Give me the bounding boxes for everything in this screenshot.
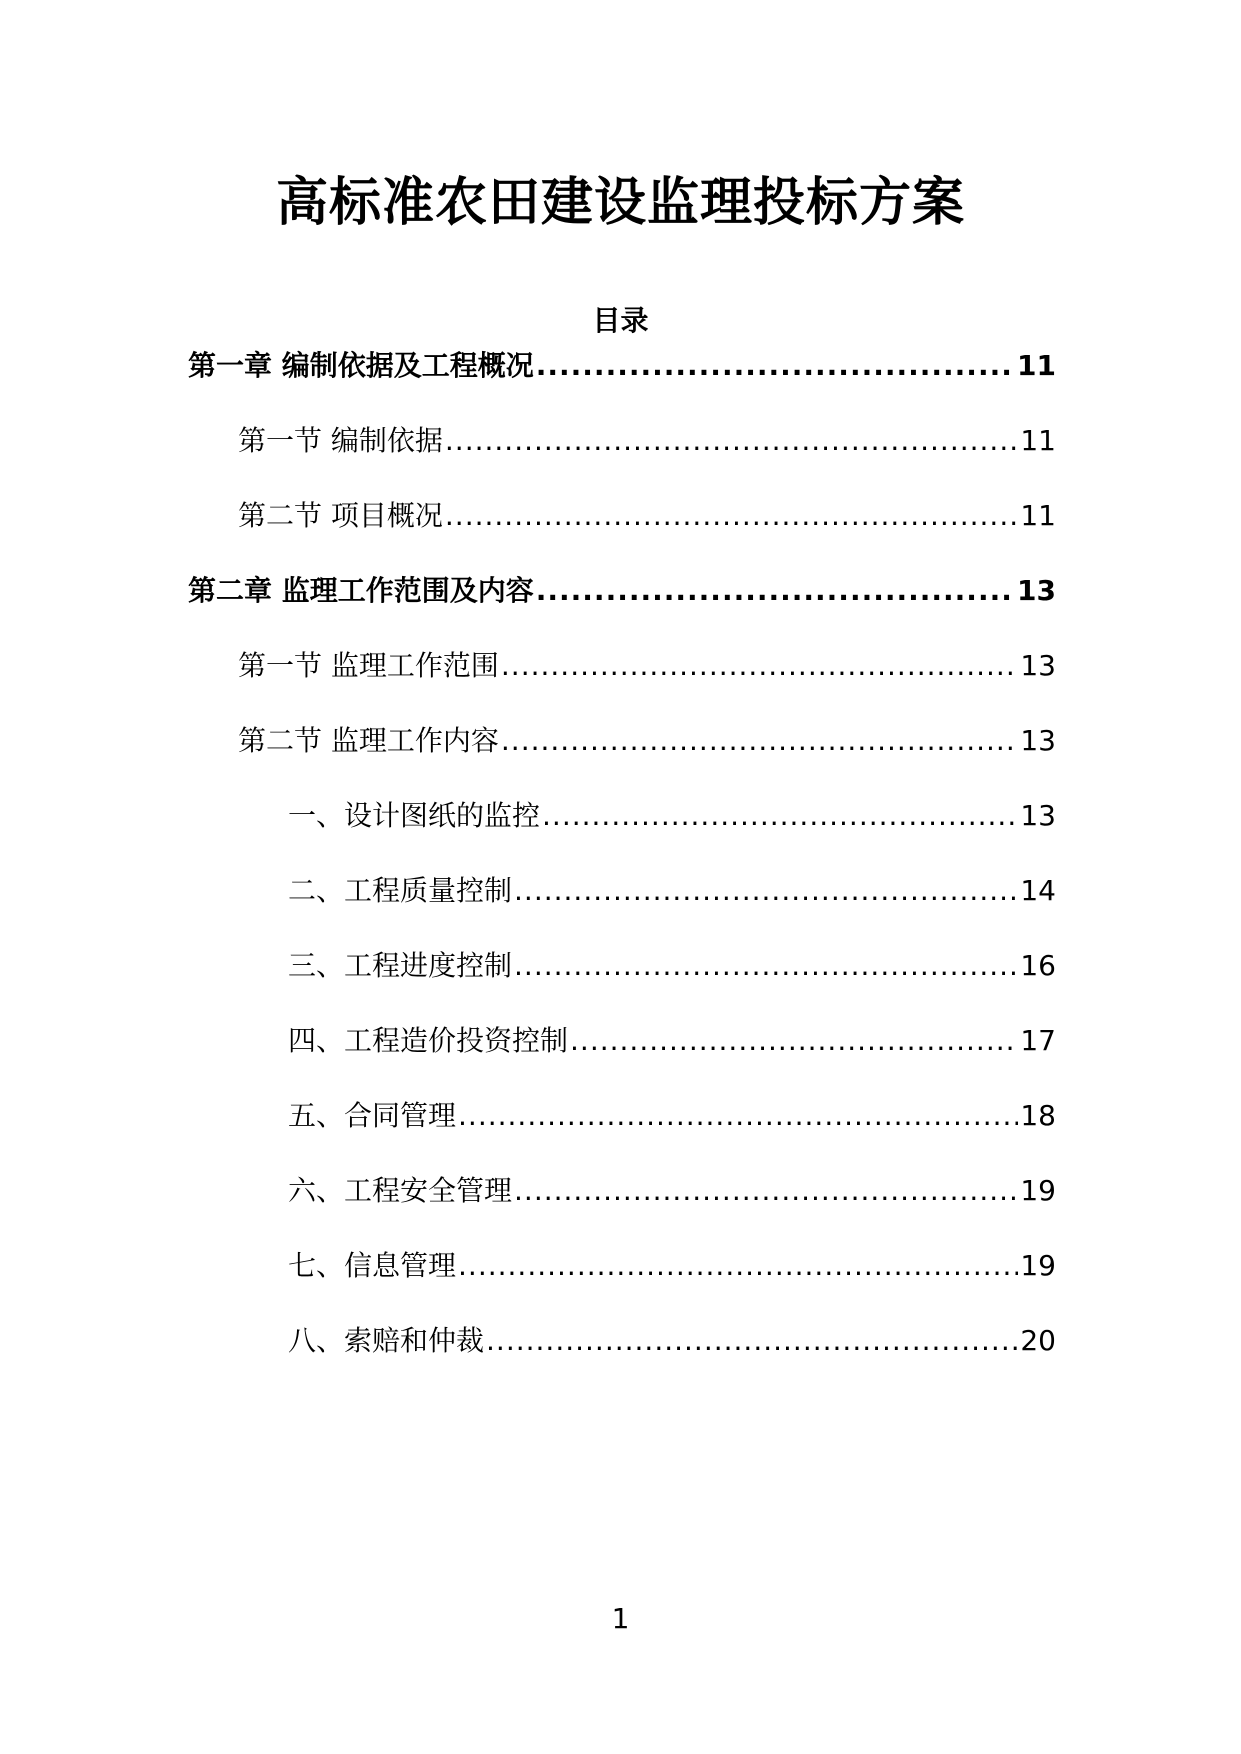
toc-entry-page: 13	[1020, 799, 1056, 832]
toc-dot-leader	[514, 871, 1018, 911]
toc-entry[interactable]	[188, 571, 1056, 611]
toc-entry-page: 19	[1020, 1174, 1056, 1207]
toc-entry-title: 三、工程进度控制	[288, 949, 513, 982]
toc-entry-page: 14	[1020, 874, 1056, 907]
toc-entry-title: 四、工程造价投资控制	[288, 1024, 569, 1057]
toc-entry[interactable]	[288, 796, 1056, 836]
toc-entry-title: 第二节 监理工作内容	[238, 724, 499, 757]
toc-entry[interactable]	[288, 1246, 1056, 1286]
toc-dot-leader	[570, 1021, 1018, 1061]
toc-dot-leader	[501, 721, 1018, 761]
toc-entry[interactable]	[288, 1021, 1056, 1061]
toc-entry-title: 第一章 编制依据及工程概况	[188, 349, 534, 382]
toc-entry-page: 13	[1017, 574, 1056, 607]
toc-entry[interactable]	[238, 421, 1056, 461]
toc-entry[interactable]	[288, 946, 1056, 986]
toc-entry[interactable]	[188, 346, 1056, 386]
toc-dot-leader	[458, 1246, 1018, 1286]
toc-dot-leader	[536, 346, 1015, 386]
toc-dot-leader	[445, 496, 1018, 536]
toc-entry-title: 第一节 编制依据	[238, 424, 443, 457]
toc-entry-page: 16	[1020, 949, 1056, 982]
toc-dot-leader	[486, 1321, 1018, 1361]
toc-dot-leader	[458, 1096, 1018, 1136]
toc-entry-title: 二、工程质量控制	[288, 874, 513, 907]
toc-dot-leader	[536, 571, 1015, 611]
toc-entry[interactable]	[288, 1171, 1056, 1211]
toc-entry-title: 第二节 项目概况	[238, 499, 443, 532]
toc-entry-title: 一、设计图纸的监控	[288, 799, 541, 832]
toc-entry-page: 13	[1020, 724, 1056, 757]
toc-entry-page: 11	[1020, 499, 1056, 532]
toc-entry[interactable]	[238, 721, 1056, 761]
toc-entry-page: 13	[1020, 649, 1056, 682]
toc-entry-title: 第二章 监理工作范围及内容	[188, 574, 534, 607]
toc-dot-leader	[514, 1171, 1018, 1211]
toc-dot-leader	[542, 796, 1018, 836]
toc-heading: 目录	[592, 304, 649, 337]
toc-entry-title: 五、合同管理	[288, 1099, 457, 1132]
toc-entry-page: 19	[1020, 1249, 1056, 1282]
toc-entry[interactable]	[238, 496, 1056, 536]
toc-entry-page: 20	[1020, 1324, 1056, 1357]
toc-entry-title: 七、信息管理	[288, 1249, 457, 1282]
toc-dot-leader	[445, 421, 1018, 461]
toc-entry[interactable]	[288, 1096, 1056, 1136]
page-number: 1	[611, 1602, 630, 1635]
toc-entry[interactable]	[288, 871, 1056, 911]
toc-entry-title: 六、工程安全管理	[288, 1174, 513, 1207]
toc-entry-title: 八、索赔和仲裁	[288, 1324, 485, 1357]
document-title: 高标准农田建设监理投标方案	[275, 173, 965, 233]
toc-entry-page: 17	[1020, 1024, 1056, 1057]
toc-entry[interactable]	[288, 1321, 1056, 1361]
toc-entry-title: 第一节 监理工作范围	[238, 649, 499, 682]
toc-dot-leader	[514, 946, 1018, 986]
toc-entry-page: 11	[1020, 424, 1056, 457]
toc-dot-leader	[501, 646, 1018, 686]
toc-entry-page: 18	[1020, 1099, 1056, 1132]
toc-entry[interactable]	[238, 646, 1056, 686]
toc-entry-page: 11	[1017, 349, 1056, 382]
